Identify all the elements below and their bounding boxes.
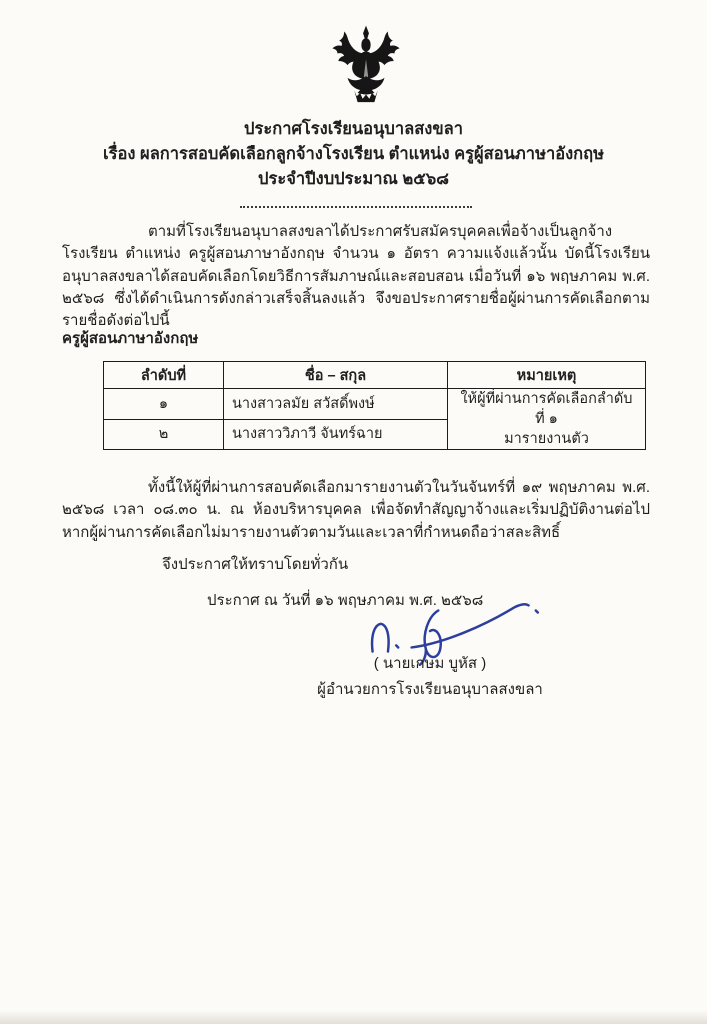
announce-date-line: ประกาศ ณ วันที่ ๑๖ พฤษภาคม พ.ศ. ๒๕๖๘ [207, 592, 484, 609]
reporting-instructions-paragraph [62, 477, 650, 544]
scan-edge-shadow [0, 1010, 707, 1024]
closing-line: จึงประกาศให้ทราบโดยทั่วกัน [162, 556, 349, 573]
remark-cell [448, 389, 646, 450]
title-line-3: ประจำปีงบประมาณ ๒๕๖๘ [258, 170, 449, 188]
intro-paragraph-text: ตามที่โรงเรียนอนุบาลสงขลาได้ประกาศรับสมัครบุคคลเพื่อจ้างเป็นลูกจ้างโรงเรียน ตำแหน่ง ครูผู้สอนภาษาอังกฤษ จำนวน ๑ อัตรา ความแจ้งแล้วนั้น บัดนี้โรงเรียนอนุบาลสงขลาได้สอบคัดเลือกโดยวิธีการสัมภาษณ์และสอบสอน เมื่อวันที่ ๑๖ พฤษภาคม พ.ศ. ๒๕๖๘ ซึ่งได้ดำเนินการดังกล่าวเสร็จสิ้นลงแล้ว จึงขอประกาศรายชื่อผู้ผ่านการคัดเลือกตามรายชื่อดังต่อไปนี้ [62, 223, 650, 330]
section-heading: ครูผู้สอนภาษาอังกฤษ [62, 330, 199, 347]
column-header-name: ชื่อ – สกุล [224, 362, 448, 389]
intro-paragraph [62, 221, 650, 332]
signer-name: ( นายเกษม บูหัส ) [373, 655, 487, 672]
signer-title: ผู้อำนวยการโรงเรียนอนุบาลสงขลา [317, 681, 543, 698]
remark-line-2: มารายงานตัว [504, 431, 589, 447]
remark-line-1: ให้ผู้ที่ผ่านการคัดเลือกลำดับที่ ๑ [460, 391, 633, 427]
title-line-1: ประกาศโรงเรียนอนุบาลสงขลา [244, 120, 463, 138]
rank-cell: ๑ [104, 389, 224, 420]
column-header-rank: ลำดับที่ [104, 362, 224, 389]
rank-cell: ๒ [104, 419, 224, 450]
dotted-divider [240, 196, 472, 208]
document-title-block [0, 117, 707, 192]
garuda-emblem-icon [324, 20, 408, 112]
name-cell: นางสาวลมัย สวัสดิ์พงษ์ [224, 389, 448, 420]
name-cell: นางสาววิภาวี จันทร์ฉาย [224, 419, 448, 450]
title-line-2: เรื่อง ผลการสอบคัดเลือกลูกจ้างโรงเรียน ตำแหน่ง ครูผู้สอนภาษาอังกฤษ [102, 145, 605, 163]
column-header-remark: หมายเหตุ [448, 362, 646, 389]
table-header-row [104, 362, 646, 389]
results-table [103, 361, 646, 450]
table-row [104, 389, 646, 420]
reporting-instructions-text: ทั้งนี้ให้ผู้ที่ผ่านการสอบคัดเลือกมารายงานตัวในวันจันทร์ที่ ๑๙ พฤษภาคม พ.ศ. ๒๕๖๘ เวลา ๐๘.๓๐ น. ณ ห้องบริหารบุคคล เพื่อจัดทำสัญญาจ้างและเริ่มปฏิบัติงานต่อไป หากผู้ผ่านการคัดเลือกไม่มารายงานตัวตามวันและเวลาที่กำหนดถือว่าสละสิทธิ์ [62, 479, 650, 541]
